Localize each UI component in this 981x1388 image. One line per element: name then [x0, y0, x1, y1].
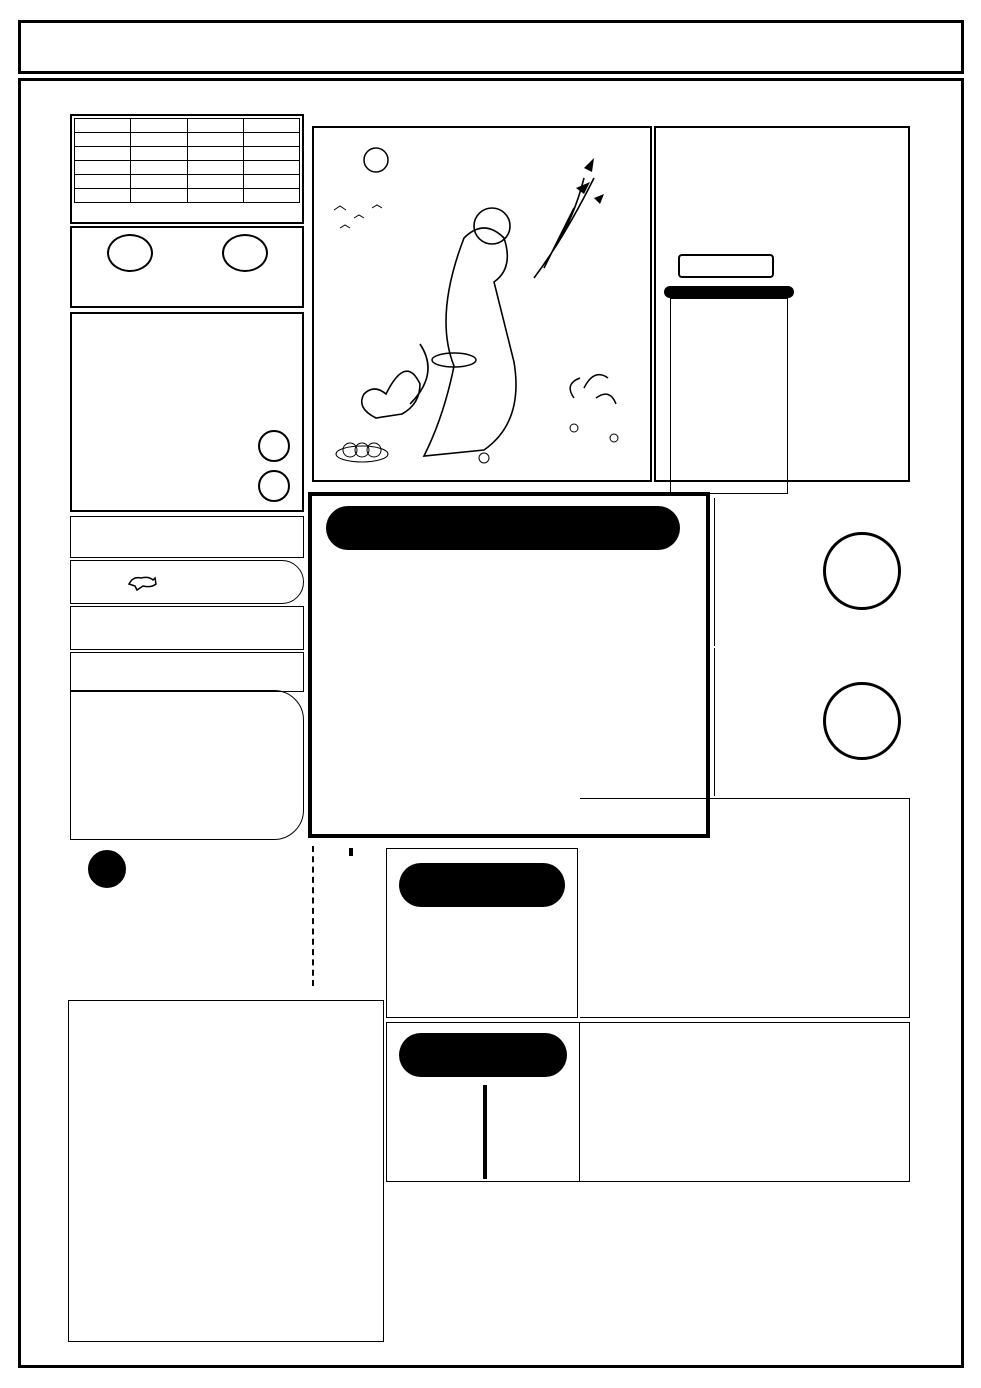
cell-pick: [243, 189, 299, 203]
lucky-row: [70, 516, 304, 558]
ten-issue-table: [70, 114, 304, 224]
zodiac-puzzle: [68, 1000, 384, 1342]
tips-label: [349, 848, 353, 856]
hot-cold-box: [70, 226, 304, 308]
logo-badge: [678, 254, 774, 278]
lucky-box: [70, 516, 304, 688]
hot-cold-number: [222, 234, 268, 272]
cell-hot: [131, 175, 187, 189]
table-row: [75, 175, 300, 189]
computer-title: [326, 506, 680, 550]
cell-pick: [243, 133, 299, 147]
cell-weak: [187, 147, 243, 161]
brand-strip-left: [24, 116, 52, 1356]
monk-drawing: [314, 128, 650, 480]
special-code-box: [70, 312, 304, 512]
computer-analysis-box: [308, 492, 710, 838]
stat-number: [823, 682, 901, 760]
lucky-row: [70, 606, 304, 650]
footer-text: [22, 1340, 962, 1368]
cell-pick: [243, 161, 299, 175]
single-double-box: [580, 1022, 910, 1182]
col-header: [131, 119, 187, 133]
special-open-title: [399, 1033, 567, 1077]
lucky-row: [70, 560, 304, 604]
cell-hot: [131, 189, 187, 203]
table-row: [75, 161, 300, 175]
cell-weak: [187, 133, 243, 147]
brand-strip-right: [928, 116, 956, 1356]
special-number: [258, 470, 290, 502]
scroll-paper: [670, 298, 788, 494]
special-open-box: [386, 1022, 580, 1182]
table-row: [75, 133, 300, 147]
big-pair-box: [580, 798, 910, 1018]
row-label: [75, 175, 131, 189]
xuanji-badge: [88, 850, 126, 888]
total-title: [399, 863, 565, 907]
cell-weak: [187, 161, 243, 175]
row-label: [75, 189, 131, 203]
table-row: [75, 189, 300, 203]
stat-number: [823, 532, 901, 610]
stats-box-2: [714, 648, 914, 796]
hot-cold-number: [107, 234, 153, 272]
divider: [483, 1085, 487, 1179]
cell-pick: [243, 147, 299, 161]
scroll-text: [671, 299, 787, 489]
header-bar: [18, 20, 964, 74]
special-number: [258, 430, 290, 462]
divider: [312, 846, 314, 986]
stats-box-1: [714, 498, 914, 646]
cell-weak: [187, 189, 243, 203]
cell-hot: [131, 161, 187, 175]
lucky-row: [70, 652, 304, 692]
row-label: [75, 147, 131, 161]
cell-pick: [243, 175, 299, 189]
cell-weak: [187, 175, 243, 189]
table-row: [75, 147, 300, 161]
logo-panel: [654, 126, 910, 482]
tips-box: [322, 848, 380, 866]
xuanji-box: [70, 846, 310, 992]
scroll-rod: [664, 286, 794, 298]
cell-hot: [131, 133, 187, 147]
cell-hot: [131, 147, 187, 161]
zodiac-icon: [125, 570, 159, 594]
row-label: [75, 161, 131, 175]
brand-strip-top: [24, 80, 958, 114]
row-label: [75, 133, 131, 147]
col-header: [75, 119, 131, 133]
col-header: [243, 119, 299, 133]
contribution-box: [70, 690, 304, 840]
total-box: [386, 848, 578, 1018]
monk-illustration: [312, 126, 652, 482]
col-header: [187, 119, 243, 133]
ten-table: [74, 118, 300, 203]
